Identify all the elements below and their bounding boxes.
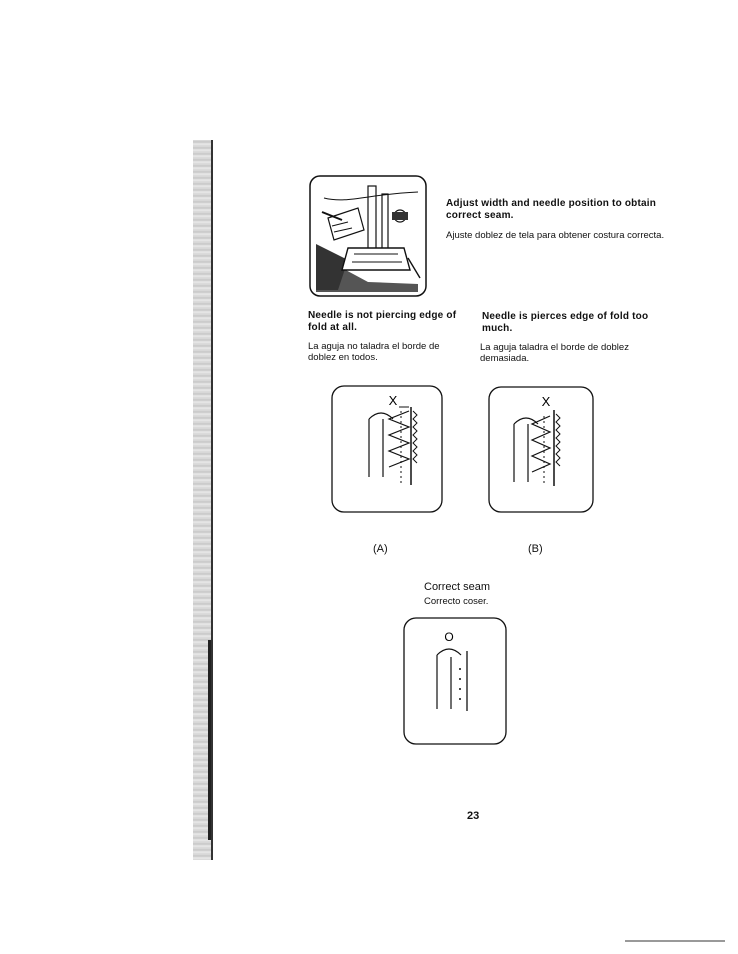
binding-edge-line-lower — [208, 640, 211, 840]
page-number: 23 — [467, 810, 480, 822]
case-b-label: (B) — [528, 543, 543, 555]
case-b-mark: X — [541, 394, 551, 409]
seam-diagram-b — [488, 386, 594, 513]
correct-title-es: Correcto coser. — [424, 596, 489, 607]
case-a-label: (A) — [373, 543, 388, 555]
case-b-title-en: Needle is pierces edge of fold too much. — [482, 311, 649, 334]
correct-title-en: Correct seam — [424, 581, 491, 593]
top-instruction-en: Adjust width and needle position to obtain correct seam. — [446, 198, 657, 221]
correct-mark: O — [444, 630, 454, 644]
seam-diagram-a — [331, 385, 443, 513]
case-a-title-es: La aguja no taladra el borde de doblez en todos. — [308, 341, 440, 363]
binding-edge-line — [211, 140, 213, 860]
correct-seam-diagram — [403, 617, 507, 745]
presser-foot-illustration — [308, 174, 428, 298]
scan-bottom-rule — [625, 940, 725, 942]
top-instruction-es: Ajuste doblez de tela para obtener costura correcta. — [446, 230, 665, 241]
case-a-title-en: Needle is not piercing edge of fold at all. — [308, 310, 457, 333]
case-a-mark: X — [388, 393, 398, 408]
case-b-title-es: La aguja taladra el borde de doblez demasiada. — [480, 342, 629, 364]
